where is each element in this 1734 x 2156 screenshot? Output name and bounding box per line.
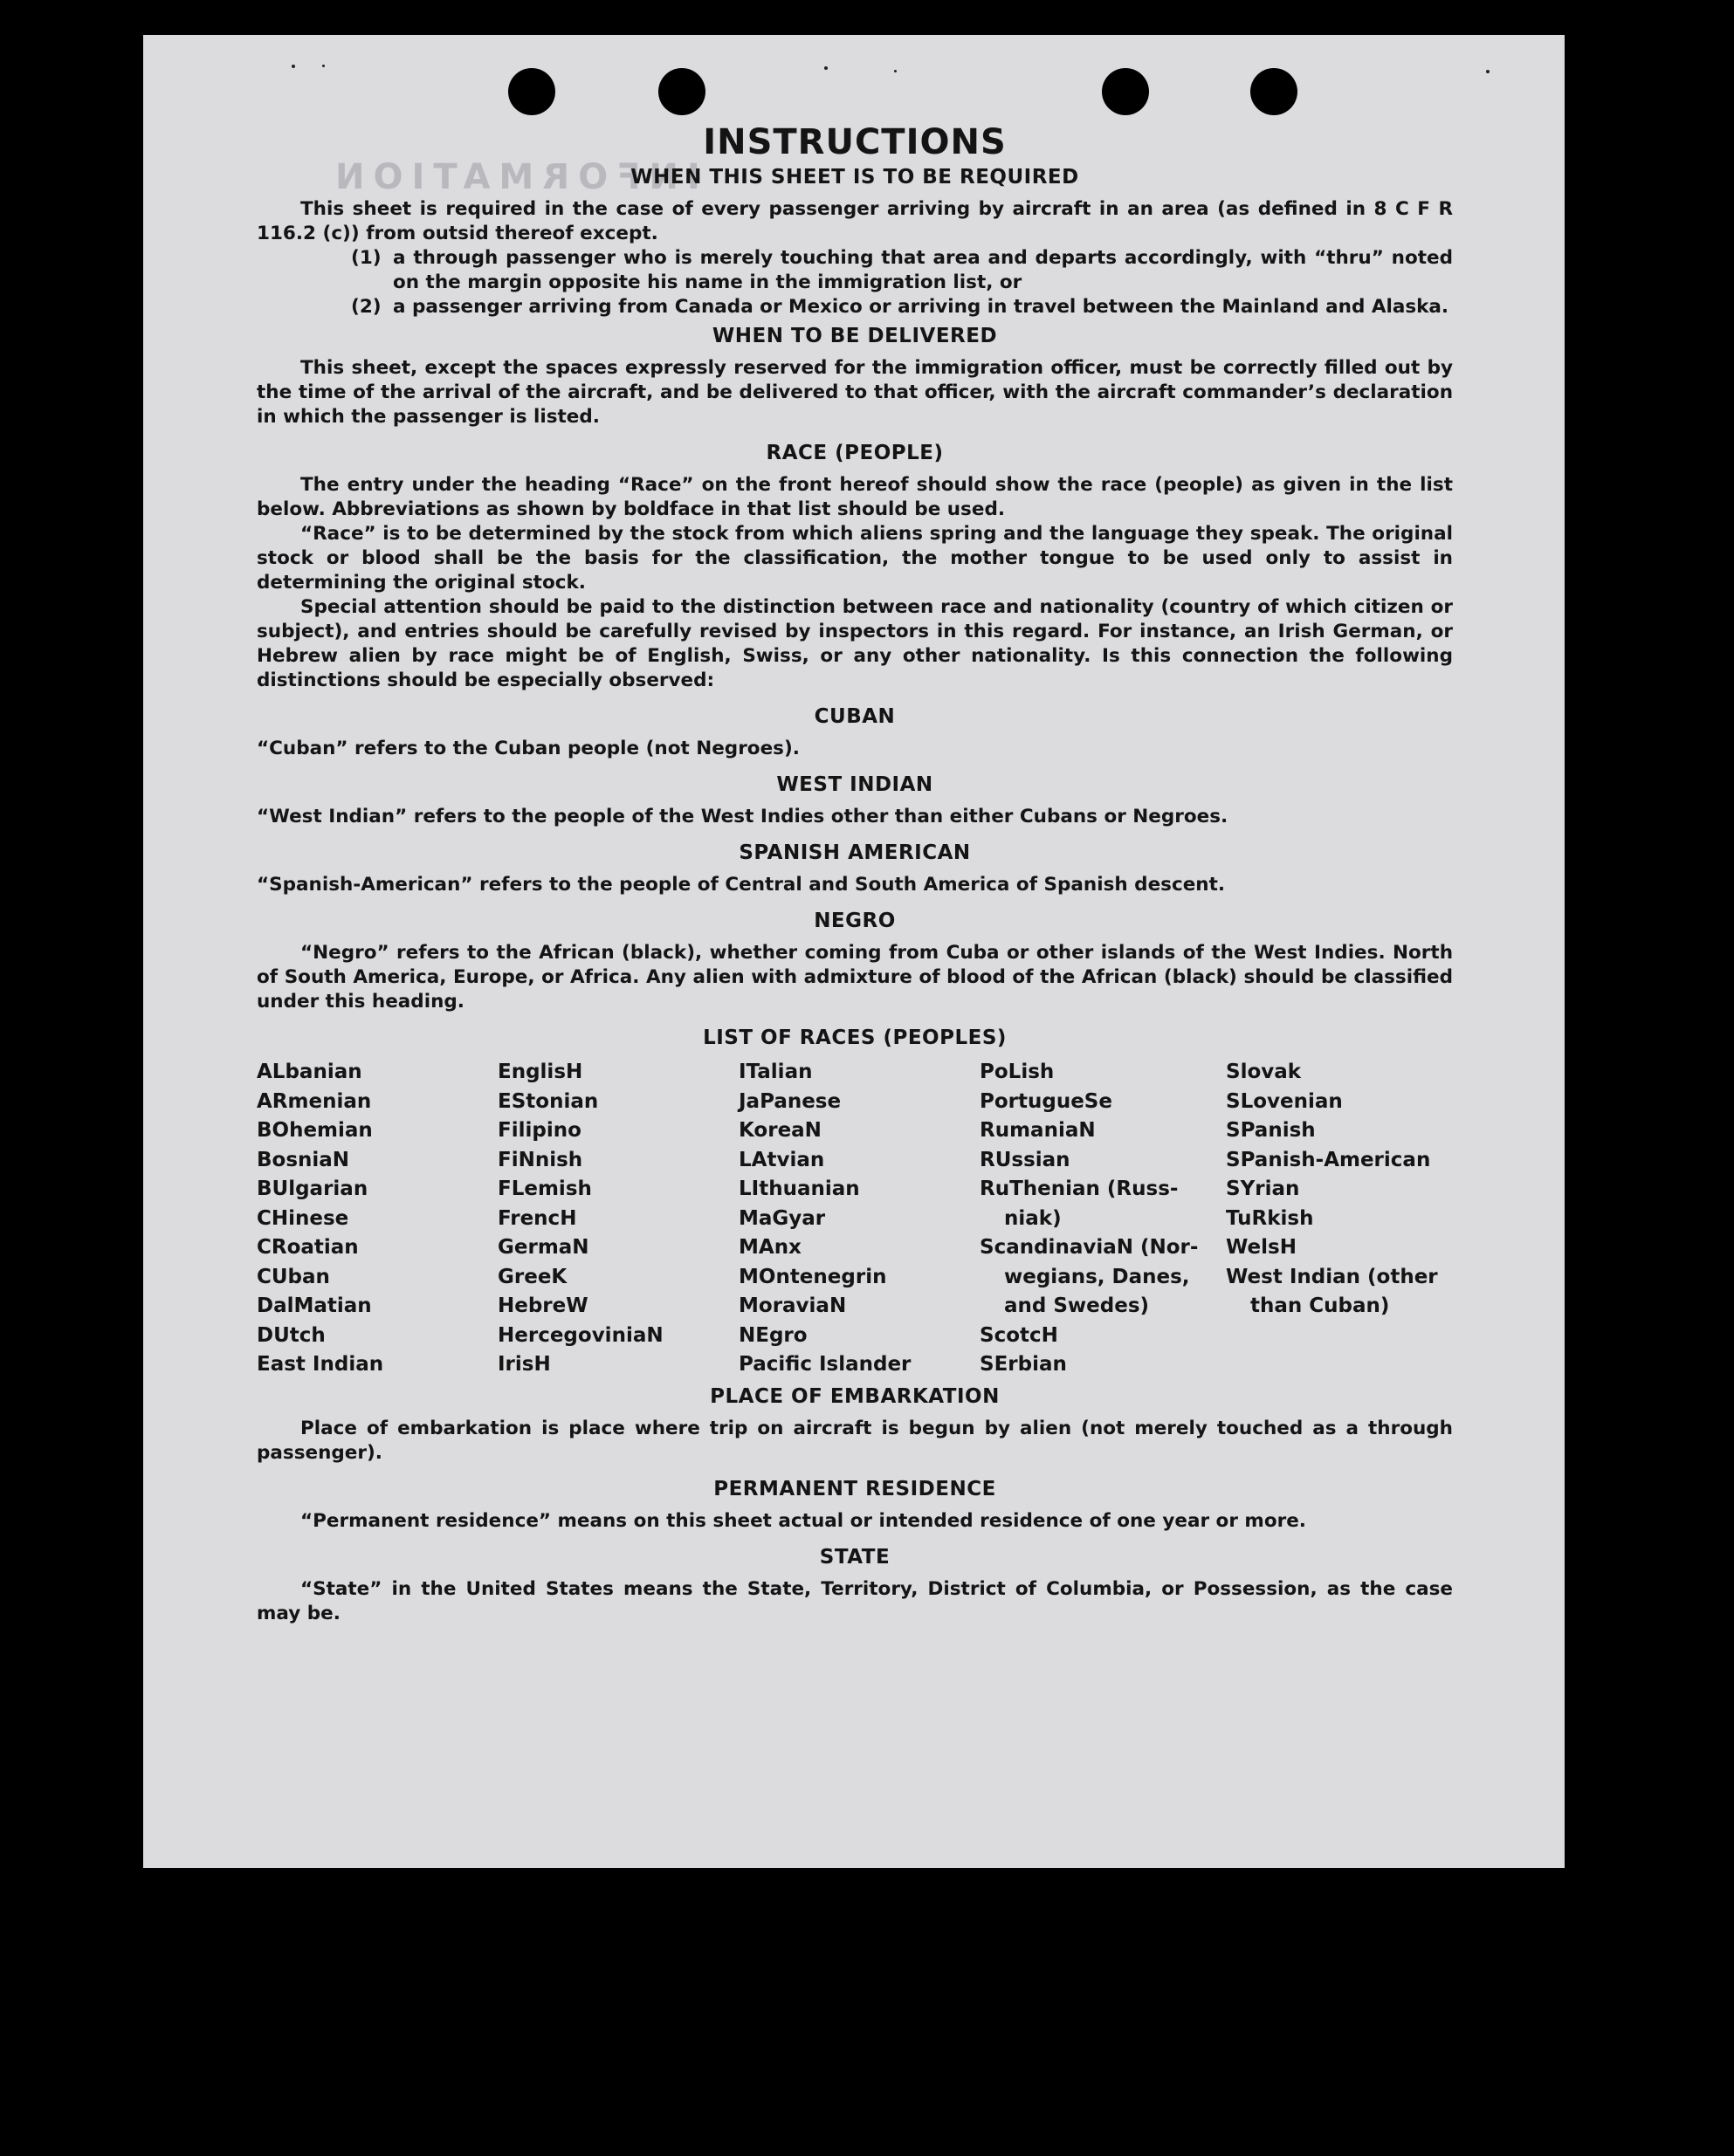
race-entry: EStonian — [498, 1089, 599, 1113]
race-entry: and Swedes) — [1004, 1294, 1150, 1317]
exception-item: (2) a passenger arriving from Canada or Mexico or arriving in travel between the Mainland and Alaska. — [351, 296, 1449, 318]
race-entry: LIthuanian — [739, 1178, 860, 1200]
race-entry: BUlgarian — [257, 1178, 368, 1200]
punch-hole — [508, 68, 555, 115]
bleed-through-text: INFORMATION — [327, 157, 700, 197]
section-heading-negro: NEGRO — [814, 910, 896, 932]
race-entry: GermaN — [498, 1236, 589, 1259]
race-entry: EnglisH — [498, 1061, 583, 1083]
race-entry: MaGyar — [739, 1206, 826, 1230]
document-sheet — [143, 35, 1565, 1868]
race-entry: RUssian — [980, 1148, 1070, 1171]
race-entry: BOhemian — [257, 1119, 373, 1142]
punch-hole — [1250, 68, 1297, 115]
delivered-text: This sheet, except the spaces expressly reserved for the immigration officer, must be correctly filled out by the time of the arrival of the aircraft, and be delivered to that officer, with the aircraft commander’s declaration in which the passenger is listed. — [257, 357, 1453, 428]
race-entry: MOntenegrin — [739, 1265, 887, 1288]
races-column — [980, 1058, 1226, 1380]
races-column — [739, 1058, 980, 1380]
race-entry: MAnx — [739, 1236, 802, 1259]
race-entry: Filipino — [498, 1119, 581, 1142]
negro-text: “Negro” refers to the African (black), whether coming from Cuba or other islands of the West Indies. North of South America, Europe, or Africa. Any alien with admixture of blood of the African (black) should be classified under this heading. — [257, 942, 1453, 1013]
section-heading-residence: PERMANENT RESIDENCE — [713, 1477, 996, 1500]
race-entry: Pacific Islander — [739, 1353, 912, 1376]
race-entry: TuRkish — [1226, 1206, 1314, 1230]
race-entry: BosniaN — [257, 1148, 350, 1171]
section-heading-delivered: WHEN TO BE DELIVERED — [712, 325, 998, 347]
race-entry: East Indian — [257, 1353, 384, 1376]
race-entry: GreeK — [498, 1265, 568, 1288]
exception-item: (1) a through passenger who is merely touching that area and departs accordingly, with “thru” noted on the margin opposite his name in the immigration list, or — [351, 247, 1453, 293]
section-heading-cuban: CUBAN — [814, 705, 896, 728]
cuban-text: “Cuban” refers to the Cuban people (not Negroes). — [257, 738, 800, 759]
race-entry: ITalian — [739, 1061, 813, 1083]
race-entry: DalMatian — [257, 1294, 372, 1317]
race-paragraph: “Race” is to be determined by the stock from which aliens spring and the language they speak. The original stock or blood shall be the basis for the classification, the mother tongue to be used only to assist in determining the original stock. — [257, 523, 1453, 594]
race-entry: SPanish — [1226, 1119, 1316, 1142]
race-paragraph: The entry under the heading “Race” on the front hereof should show the race (people) as given in the list below. Abbreviations as shown by boldface in that list should be used. — [257, 474, 1453, 520]
race-entry: FiNnish — [498, 1148, 583, 1171]
race-entry: West Indian (other — [1226, 1265, 1438, 1288]
race-entry: HebreW — [498, 1294, 588, 1317]
race-entry: ScotcH — [980, 1323, 1058, 1347]
required-intro: This sheet is required in the case of every passenger arriving by aircraft in an area (as defined in 8 C F R 116.2 (c)) from outsid thereof except. — [257, 198, 1453, 244]
embarkation-text: Place of embarkation is place where trip on aircraft is begun by alien (not merely touched as a through passenger). — [257, 1417, 1453, 1464]
race-entry: ALbanian — [257, 1061, 362, 1083]
race-paragraph: Special attention should be paid to the distinction between race and nationality (country of which citizen or subject), and entries should be carefully revised by inspectors in this regard. For instance, an Irish German, or Hebrew alien by race might be of English, Swiss, or any other nationality. Is this connection the following distinctions should be especially observed: — [257, 596, 1453, 691]
race-entry: than Cuban) — [1250, 1294, 1390, 1317]
race-entry: IrisH — [498, 1353, 551, 1376]
race-entry: ARmenian — [257, 1089, 372, 1113]
race-entry: JaPanese — [739, 1089, 842, 1113]
race-entry: HercegoviniaN — [498, 1323, 664, 1347]
section-heading-race: RACE (PEOPLE) — [766, 442, 944, 464]
race-entry: FLemish — [498, 1178, 592, 1200]
race-entry: WelsH — [1226, 1236, 1297, 1259]
race-entry: CRoatian — [257, 1236, 359, 1259]
residence-text: “Permanent residence” means on this sheet actual or intended residence of one year or more. — [300, 1509, 1306, 1532]
race-entry: SPanish-American — [1226, 1148, 1431, 1171]
race-entry: KoreaN — [739, 1119, 822, 1142]
race-entry: Slovak — [1226, 1061, 1302, 1083]
race-entry: SErbian — [980, 1353, 1067, 1376]
section-heading-embarkation: PLACE OF EMBARKATION — [710, 1384, 1000, 1408]
race-entry: RuThenian (Russ- — [980, 1178, 1179, 1200]
page-title: INSTRUCTIONS — [703, 122, 1007, 162]
section-heading-state: STATE — [819, 1545, 891, 1569]
state-text: “State” in the United States means the State, Territory, District of Columbia, or Possession, as the case may be. — [257, 1577, 1453, 1624]
west-indian-text: “West Indian” refers to the people of the West Indies other than either Cubans or Negroes. — [257, 806, 1228, 827]
race-entry: MoraviaN — [739, 1294, 847, 1317]
race-entry: PortugueSe — [980, 1089, 1112, 1113]
race-entry: NEgro — [739, 1323, 808, 1347]
punch-hole — [658, 68, 705, 115]
section-heading-west-indian: WEST INDIAN — [776, 773, 933, 796]
section-heading-spanish-american: SPANISH AMERICAN — [739, 841, 971, 864]
race-entry: LAtvian — [739, 1148, 825, 1171]
race-entry: CUban — [257, 1265, 330, 1288]
punch-hole — [1102, 68, 1149, 115]
race-entry: DUtch — [257, 1323, 326, 1347]
instructions-content — [257, 120, 1453, 1626]
race-entry: niak) — [1004, 1206, 1062, 1230]
race-entry: ScandinaviaN (Nor- — [980, 1236, 1199, 1259]
races-column — [257, 1058, 498, 1380]
section-heading-list: LIST OF RACES (PEOPLES) — [703, 1027, 1007, 1049]
section-heading-required: WHEN THIS SHEET IS TO BE REQUIRED — [630, 166, 1079, 189]
race-entry: SYrian — [1226, 1178, 1300, 1200]
race-entry: CHinese — [257, 1206, 349, 1230]
race-entry: FrencH — [498, 1206, 577, 1230]
race-entry: wegians, Danes, — [1004, 1265, 1190, 1288]
race-entry: PoLish — [980, 1061, 1055, 1083]
race-entry: SLovenian — [1226, 1089, 1343, 1113]
races-list — [257, 1058, 1453, 1380]
spanish-american-text: “Spanish-American” refers to the people of Central and South America of Spanish descent. — [257, 874, 1226, 896]
races-column — [498, 1058, 739, 1380]
race-entry: RumaniaN — [980, 1119, 1096, 1142]
races-column — [1226, 1058, 1453, 1380]
